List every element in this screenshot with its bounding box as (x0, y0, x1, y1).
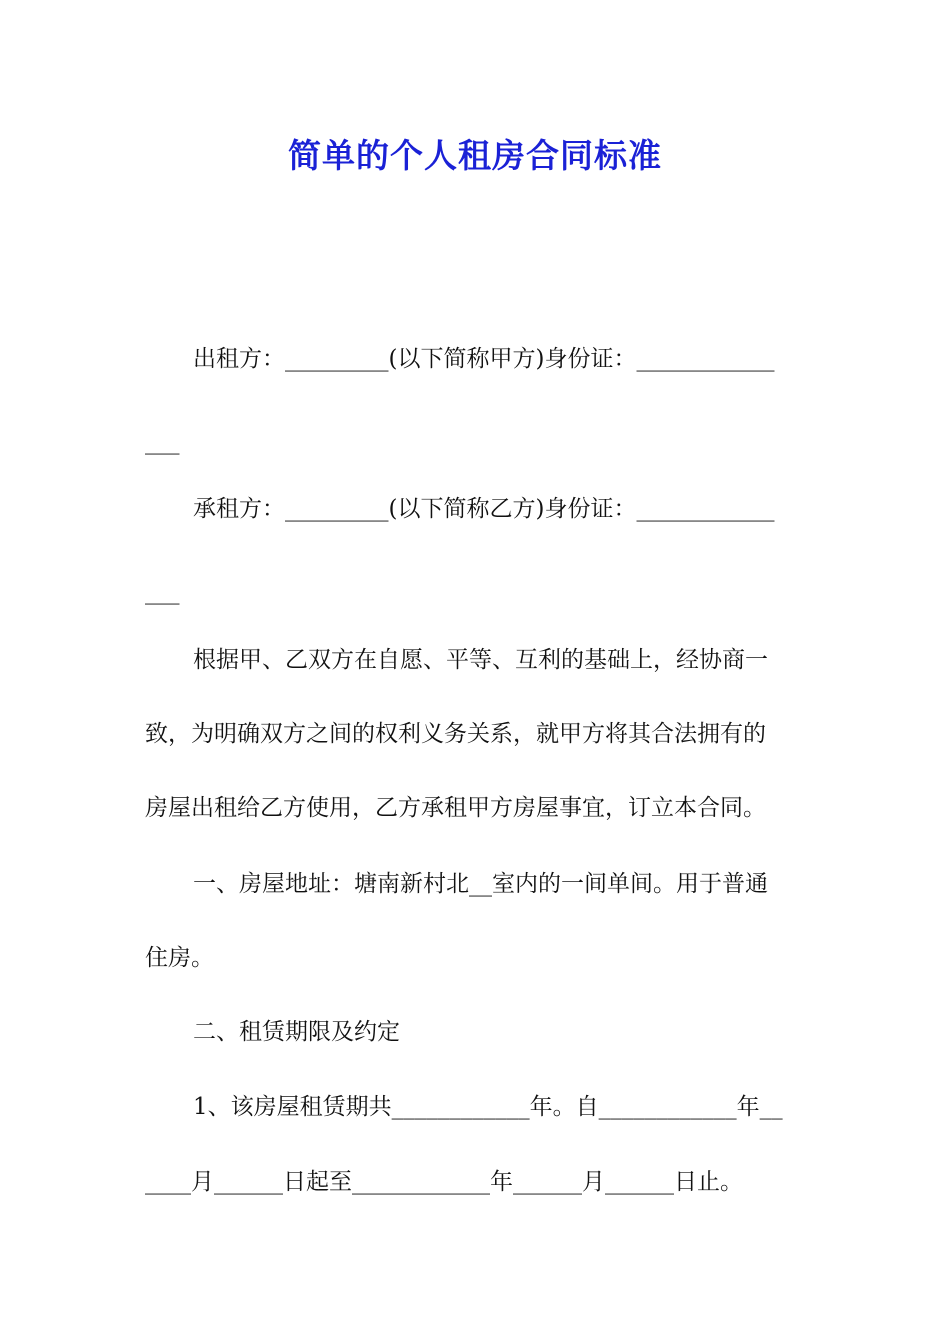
clause-1-line-2: 住房。 (145, 945, 214, 971)
preamble-line-1: 根据甲、乙双方在自愿、平等、互利的基础上，经协商一 (193, 647, 768, 673)
lessor-line: 出租方：_________(以下简称甲方)身份证：____________ (193, 346, 775, 372)
clause-2-heading: 二、租赁期限及约定 (193, 1019, 400, 1045)
lessee-line-continued: ___ (145, 579, 180, 605)
preamble-line-2: 致，为明确双方之间的权利义务关系，就甲方将其合法拥有的 (145, 721, 766, 747)
preamble-line-3: 房屋出租给乙方使用，乙方承租甲方房屋事宜，订立本合同。 (145, 795, 766, 821)
lessor-line-continued: ___ (145, 429, 180, 455)
lessee-line: 承租方：_________(以下简称乙方)身份证：____________ (193, 496, 775, 522)
clause-1-line-1: 一、房屋地址：塘南新村北__室内的一间单间。用于普通 (193, 871, 768, 897)
document-title: 简单的个人租房合同标准 (288, 136, 662, 175)
clause-2-1-line-1: 1、该房屋租赁期共____________年。自____________年__ (193, 1094, 783, 1120)
clause-2-1-line-2: ____月______日起至____________年______月______日止。 (145, 1169, 743, 1195)
